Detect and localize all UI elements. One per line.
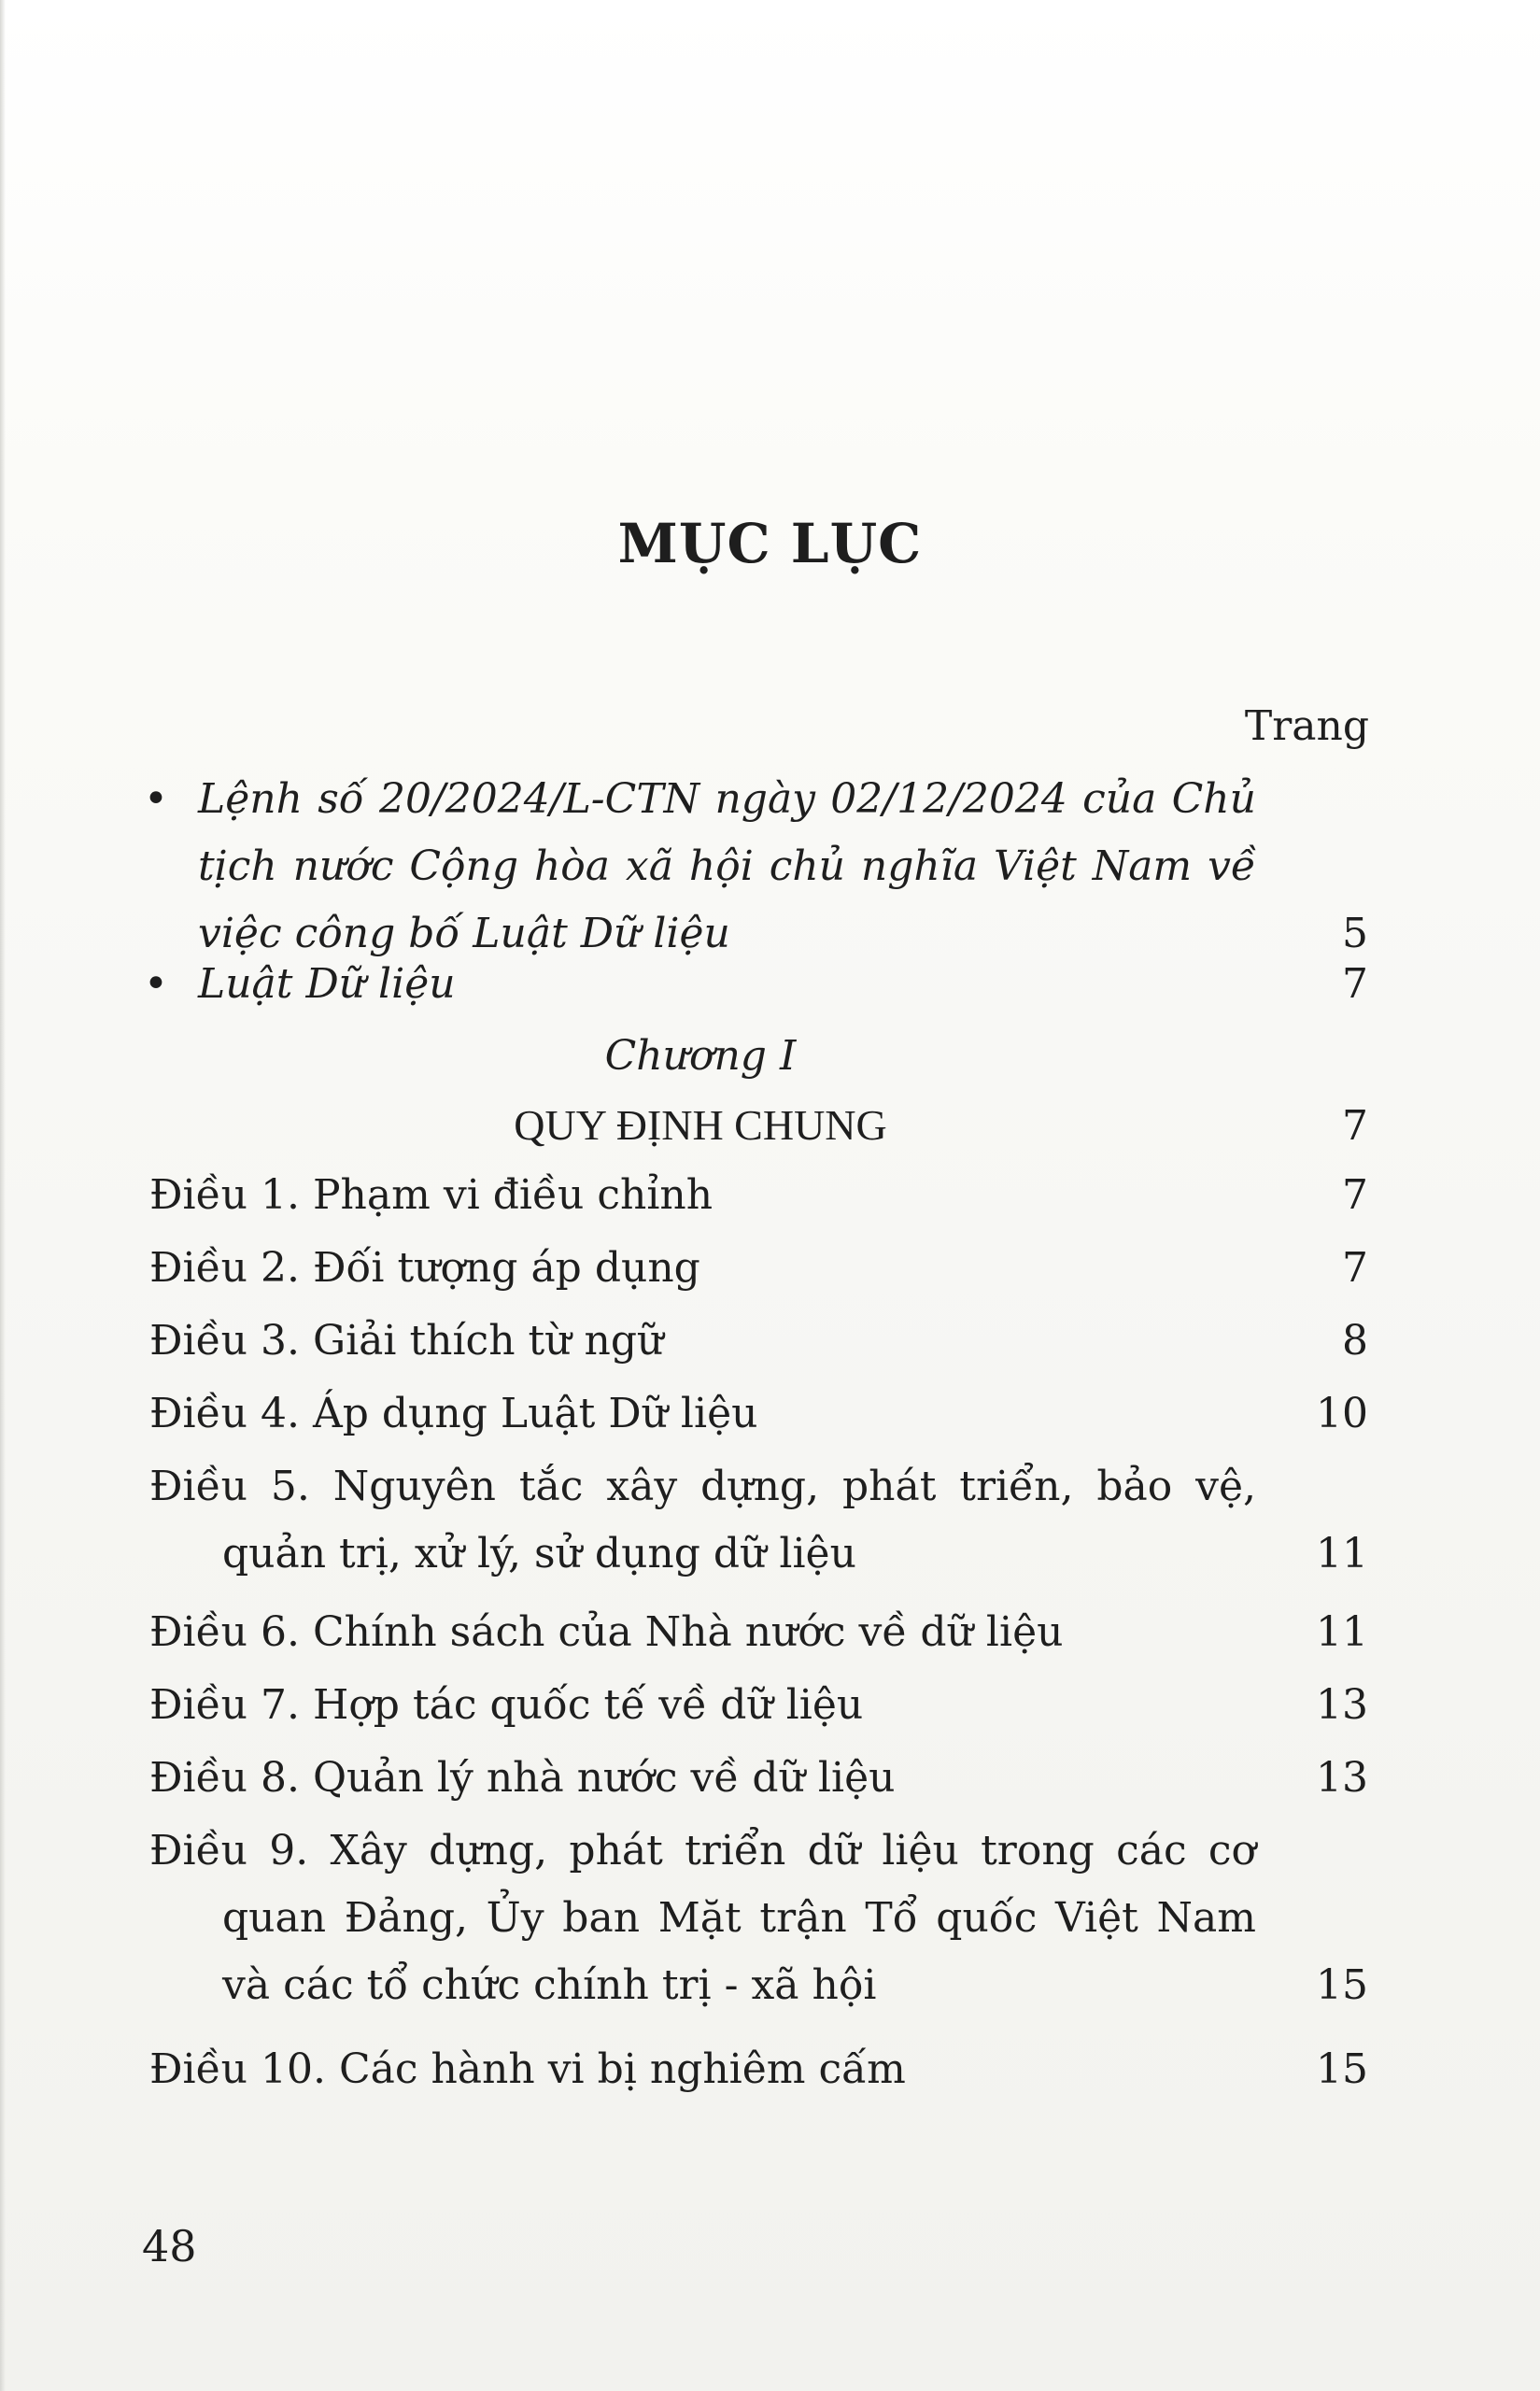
chapter-page: 7 — [1342, 1102, 1368, 1150]
bullet-icon: • — [144, 775, 168, 823]
toc-entry-text: Điều 2. Đối tượng áp dụng — [149, 1244, 700, 1292]
toc-entry-text: Điều 7. Hợp tác quốc tế về dữ liệu — [149, 1681, 864, 1729]
toc-entry-page: 7 — [1342, 960, 1368, 1008]
toc-entry-page: 15 — [1316, 1961, 1368, 2009]
toc-entry-law — [144, 951, 1368, 1018]
toc-entry-page: 11 — [1316, 1608, 1368, 1656]
toc-entry-article-6 — [149, 1599, 1368, 1666]
toc-entry-article-10 — [149, 2036, 1368, 2103]
page-number: 48 — [142, 2221, 197, 2271]
page-edge-shadow — [0, 0, 6, 2391]
toc-entry-text: Điều 6. Chính sách của Nhà nước về dữ liệu — [149, 1608, 1064, 1656]
toc-entry-text: Điều 1. Phạm vi điều chỉnh — [149, 1171, 713, 1219]
bullet-icon: • — [144, 960, 168, 1008]
toc-title: MỤC LỤC — [617, 512, 923, 575]
toc-entry-page: 13 — [1316, 1754, 1368, 1802]
toc-entry-page: 5 — [1342, 910, 1368, 957]
toc-entry-decree — [144, 766, 1368, 968]
toc-entry-page: 13 — [1316, 1681, 1368, 1729]
toc-entry-article-5 — [149, 1453, 1368, 1588]
toc-entry-text: Điều 5. Nguyên tắc xây dựng, phát triển, bảo vệ, quản trị, xử lý, sử dụng dữ liệu — [149, 1463, 1256, 1577]
toc-entry-article-1 — [149, 1162, 1368, 1229]
toc-entry-article-2 — [149, 1235, 1368, 1302]
toc-entry-page: 15 — [1316, 2045, 1368, 2093]
toc-entry-page: 8 — [1342, 1317, 1368, 1365]
toc-entry-article-8 — [149, 1745, 1368, 1812]
toc-entry-article-9 — [149, 1818, 1368, 2019]
toc-entry-page: 7 — [1342, 1244, 1368, 1292]
page-column-header: Trang — [1244, 702, 1369, 750]
toc-entry-text: Lệnh số 20/2024/L-CTN ngày 02/12/2024 của Chủ tịch nước Cộng hòa xã hội chủ nghĩa Việt Nam về việc công bố Luật Dữ liệu — [198, 775, 1256, 957]
toc-entry-text: Luật Dữ liệu — [198, 960, 456, 1008]
toc-entry-article-7 — [149, 1672, 1368, 1739]
toc-entry-article-4 — [149, 1380, 1368, 1448]
toc-entry-text: Điều 8. Quản lý nhà nước về dữ liệu — [149, 1754, 896, 1802]
toc-entry-text: Điều 10. Các hành vi bị nghiêm cấm — [149, 2045, 906, 2093]
toc-entry-text: Điều 4. Áp dụng Luật Dữ liệu — [149, 1390, 758, 1437]
toc-entry-text: Điều 3. Giải thích từ ngữ — [149, 1317, 664, 1365]
toc-entry-text: Điều 9. Xây dựng, phát triển dữ liệu trong các cơ quan Đảng, Ủy ban Mặt trận Tổ quốc Việt Nam và các tổ chức chính trị - xã hội — [149, 1827, 1256, 2009]
chapter-number: Chương I — [604, 1032, 797, 1080]
toc-entry-page: 10 — [1316, 1390, 1368, 1437]
toc-entry-page: 11 — [1316, 1530, 1368, 1577]
toc-entry-page: 7 — [1342, 1171, 1368, 1219]
chapter-title: QUY ĐỊNH CHUNG — [514, 1101, 887, 1149]
toc-entry-article-3 — [149, 1308, 1368, 1375]
